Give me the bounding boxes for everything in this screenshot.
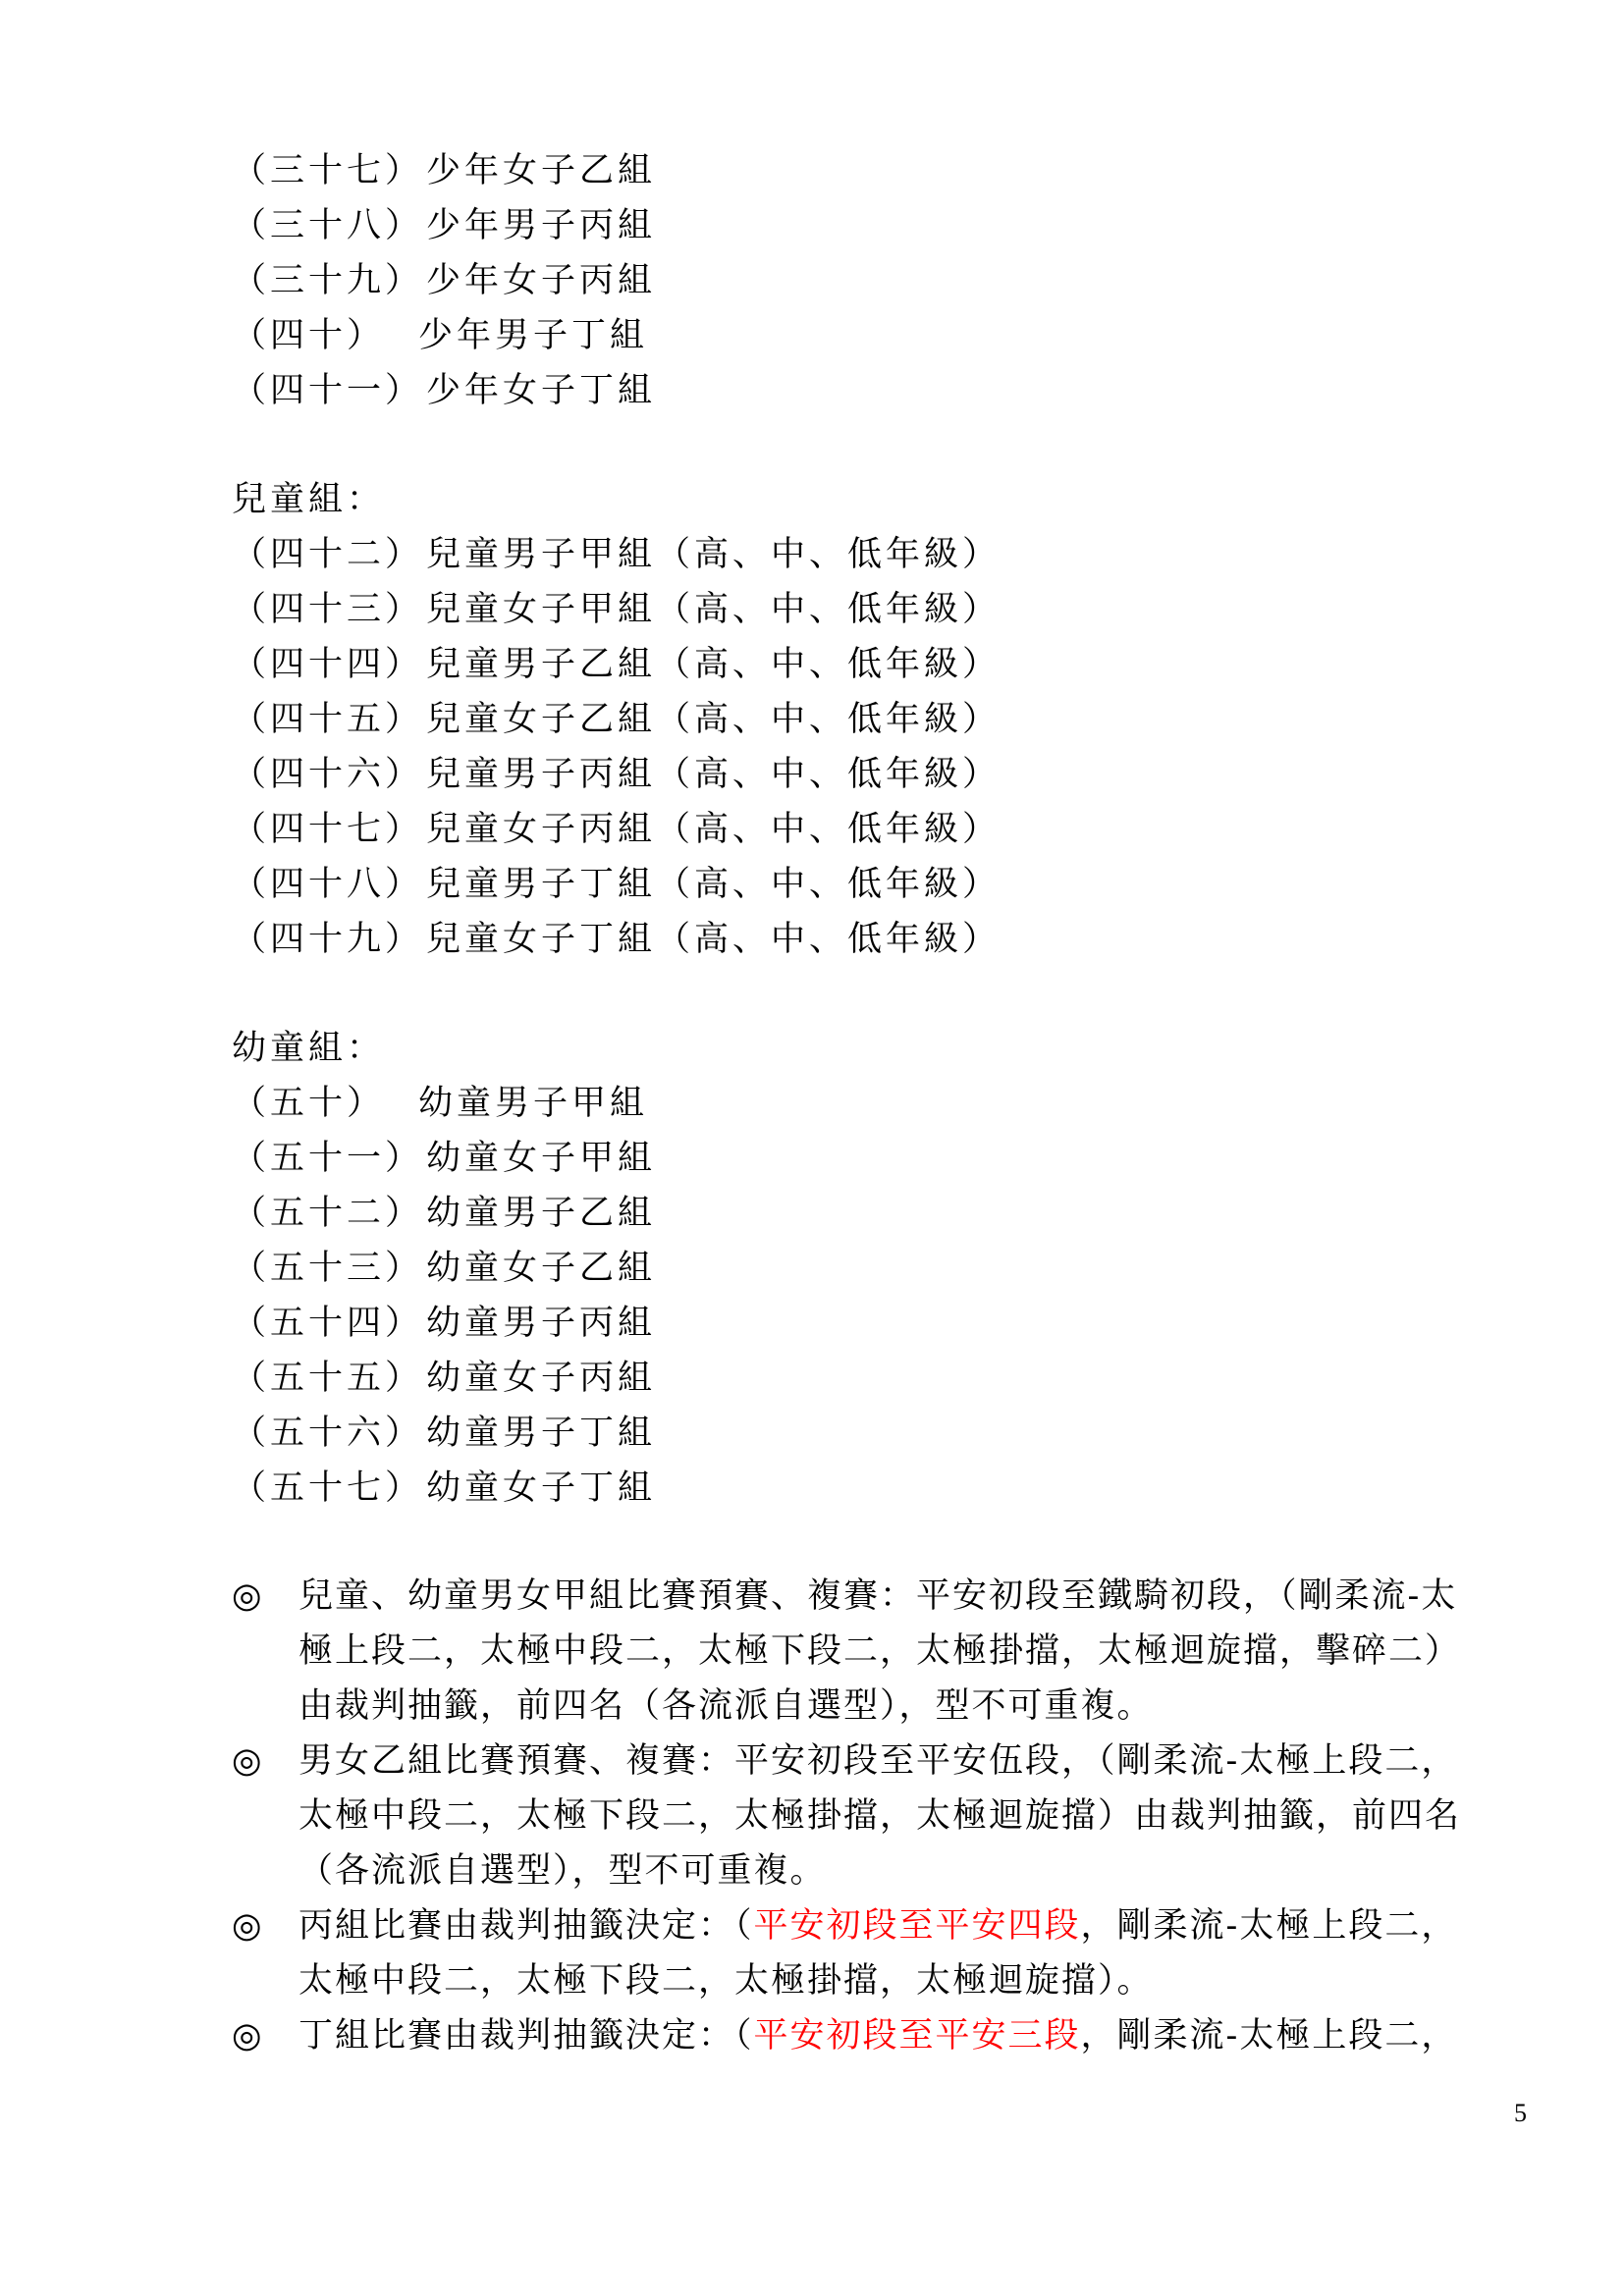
note-line xyxy=(298,1898,1538,1953)
list-item xyxy=(232,747,1001,802)
item-number: （三十九） xyxy=(232,261,424,300)
note-line xyxy=(298,2008,1538,2063)
note-line: 太極中段二，太極下段二，太極掛擋，太極迴旋擋）由裁判抽籤，前四名 xyxy=(298,1796,1462,1836)
item-label: 兒童女子甲組（高、中、低年級） xyxy=(426,590,1001,629)
item-label: 幼童女子甲組 xyxy=(426,1139,657,1178)
item-number: （三十八） xyxy=(232,206,424,245)
list-item xyxy=(232,912,1001,967)
item-label: 兒童男子甲組（高、中、低年級） xyxy=(426,535,1001,574)
item-number: （四十四） xyxy=(232,645,424,684)
item-number: （三十七） xyxy=(232,151,424,190)
item-label: 幼童女子乙組 xyxy=(426,1249,657,1288)
note-line: 兒童、幼童男女甲組比賽預賽、複賽：平安初段至鐵騎初段，（剛柔流-太 xyxy=(298,1576,1458,1616)
list-item xyxy=(232,1351,656,1406)
item-number: （四十三） xyxy=(232,590,424,629)
item-label: 少年女子丙組 xyxy=(426,261,657,300)
item-label: 幼童女子丁組 xyxy=(426,1468,657,1508)
item-number: （四十二） xyxy=(232,535,424,574)
item-number: （五十一） xyxy=(232,1139,424,1178)
list-item xyxy=(232,198,656,253)
list-item xyxy=(232,1406,656,1461)
item-label: 兒童女子乙組（高、中、低年級） xyxy=(426,700,1001,739)
item-number: （五十六） xyxy=(232,1414,424,1453)
list-item xyxy=(232,1076,648,1131)
list-item xyxy=(232,582,1001,637)
item-label: 兒童男子丙組（高、中、低年級） xyxy=(426,755,1001,794)
item-label: 兒童女子丁組（高、中、低年級） xyxy=(426,920,1001,959)
note-paragraph xyxy=(232,1734,1538,1898)
note-body xyxy=(298,2008,1538,2063)
note-paragraph xyxy=(232,1898,1538,2008)
item-label: 幼童男子丁組 xyxy=(426,1414,657,1453)
note-line: 太極中段二，太極下段二，太極掛擋，太極迴旋擋）。 xyxy=(298,1961,1154,2001)
item-number: （四十） xyxy=(232,316,386,355)
item-label: 少年男子丁組 xyxy=(418,316,649,355)
item-number: （四十五） xyxy=(232,700,424,739)
list-item xyxy=(232,253,656,308)
item-number: （四十七） xyxy=(232,810,424,849)
note-body xyxy=(298,1898,1538,2008)
list-item xyxy=(232,308,648,363)
item-number: （四十六） xyxy=(232,755,424,794)
note-text: ，剛柔流-太極上段二， xyxy=(1080,1906,1458,1946)
highlighted-text: 平安初段至平安四段 xyxy=(753,1906,1081,1946)
item-label: 幼童男子丙組 xyxy=(426,1304,657,1343)
item-number: （四十一） xyxy=(232,371,424,410)
item-number: （四十九） xyxy=(232,920,424,959)
note-text: ，剛柔流-太極上段二， xyxy=(1080,2016,1458,2056)
item-label: 幼童男子甲組 xyxy=(418,1084,649,1123)
page-number: 5 xyxy=(1514,2099,1527,2127)
item-label: 幼童女子丙組 xyxy=(426,1359,657,1398)
note-body xyxy=(298,1569,1538,1734)
item-number: （五十四） xyxy=(232,1304,424,1343)
item-label: 幼童男子乙組 xyxy=(426,1194,657,1233)
item-number: （五十） xyxy=(232,1084,386,1123)
item-label: 兒童女子丙組（高、中、低年級） xyxy=(426,810,1001,849)
list-item xyxy=(232,1461,656,1516)
children-group-heading: 兒童組： xyxy=(232,480,386,519)
list-item xyxy=(232,1241,656,1296)
double-circle-icon: ◎ xyxy=(232,1576,264,1616)
note-line: 男女乙組比賽預賽、複賽：平安初段至平安伍段，（剛柔流-太極上段二， xyxy=(298,1741,1458,1781)
highlighted-text: 平安初段至平安三段 xyxy=(753,2016,1081,2056)
item-label: 少年男子丙組 xyxy=(426,206,657,245)
note-text: 丁組比賽由裁判抽籤決定：（ xyxy=(298,2016,754,2056)
note-text: 丙組比賽由裁判抽籤決定：（ xyxy=(298,1906,754,1946)
item-number: （四十八） xyxy=(232,865,424,904)
item-label: 少年女子丁組 xyxy=(426,371,657,410)
list-item xyxy=(232,637,1001,692)
list-item xyxy=(232,527,1001,582)
list-item xyxy=(232,692,1001,747)
item-number: （五十七） xyxy=(232,1468,424,1508)
item-label: 兒童男子丁組（高、中、低年級） xyxy=(426,865,1001,904)
item-number: （五十二） xyxy=(232,1194,424,1233)
double-circle-icon: ◎ xyxy=(232,1741,264,1781)
note-line: 由裁判抽籤，前四名（各流派自選型），型不可重複。 xyxy=(298,1686,1154,1726)
note-line: （各流派自選型），型不可重複。 xyxy=(298,1851,827,1891)
item-label: 兒童男子乙組（高、中、低年級） xyxy=(426,645,1001,684)
note-line: 極上段二，太極中段二，太極下段二，太極掛擋，太極迴旋擋，擊碎二） xyxy=(298,1631,1462,1671)
double-circle-icon: ◎ xyxy=(232,1906,264,1946)
note-paragraph xyxy=(232,2008,1538,2063)
list-item xyxy=(232,1131,656,1186)
list-item xyxy=(232,143,656,198)
list-item xyxy=(232,1186,656,1241)
list-item xyxy=(232,363,656,418)
list-item xyxy=(232,857,1001,912)
note-paragraph xyxy=(232,1569,1538,1734)
note-body xyxy=(298,1734,1538,1898)
item-label: 少年女子乙組 xyxy=(426,151,657,190)
list-item xyxy=(232,802,1001,857)
item-number: （五十三） xyxy=(232,1249,424,1288)
item-number: （五十五） xyxy=(232,1359,424,1398)
toddler-group-heading: 幼童組： xyxy=(232,1029,386,1068)
double-circle-icon: ◎ xyxy=(232,2016,264,2056)
list-item xyxy=(232,1296,656,1351)
